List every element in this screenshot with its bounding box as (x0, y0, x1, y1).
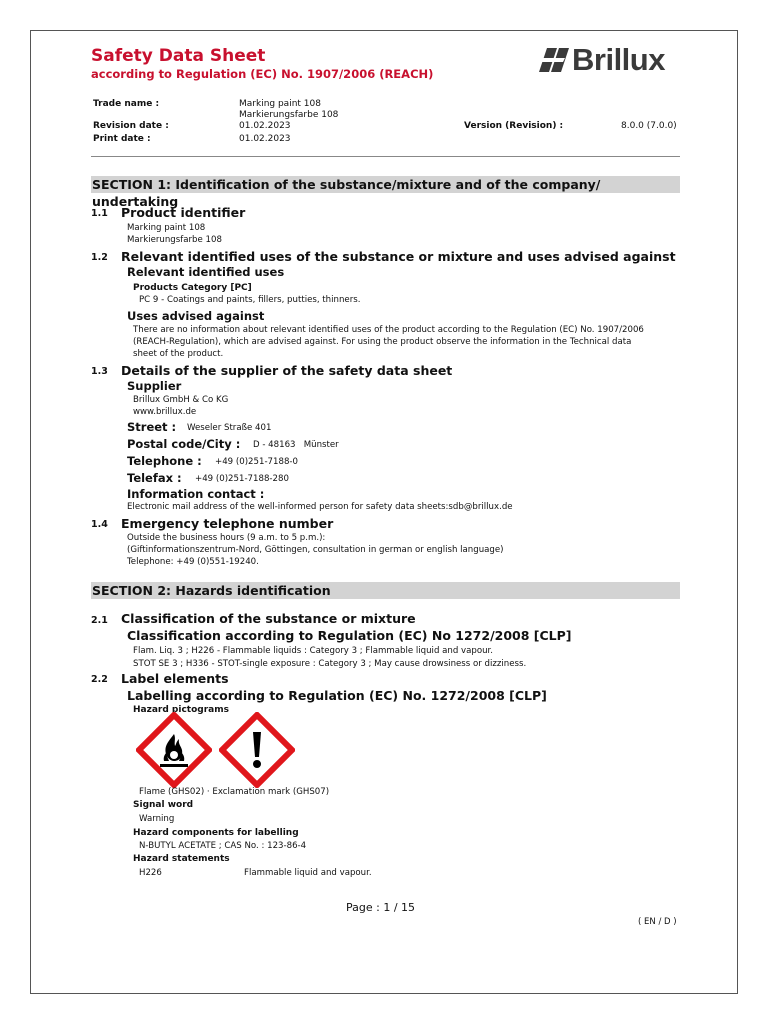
emergency-line-2: (Giftinformationszentrum-Nord, Göttingen, consultation in german or english language) (127, 545, 504, 555)
relevant-uses-title: Relevant identified uses (127, 265, 285, 279)
revision-date-value: 01.02.2023 (239, 121, 291, 131)
products-category-label: Products Category [PC] (133, 283, 252, 293)
classification-line-2: STOT SE 3 ; H336 - STOT-single exposure : Category 3 ; May cause drowsiness or dizziness. (133, 659, 527, 669)
signal-word-label: Signal word (133, 800, 194, 810)
s1-2-number: 1.2 (91, 252, 108, 263)
products-category-text: PC 9 - Coatings and paints, fillers, putties, thinners. (139, 295, 361, 305)
s1-2-title: Relevant identified uses of the substance or mixture and uses advised against (121, 249, 676, 264)
section-1-bar (91, 176, 680, 209)
section-1-title: SECTION 1: Identification of the substance/mixture and of the company/ undertaking (92, 177, 601, 209)
trade-name-value-2: Markierungsfarbe 108 (239, 110, 339, 120)
s2-1-title: Classification of the substance or mixture (121, 611, 416, 626)
s1-1-title: Product identifier (121, 205, 246, 220)
uses-advised-against-title: Uses advised against (127, 309, 265, 323)
s2-2-number: 2.2 (91, 674, 108, 685)
emergency-line-3: Telephone: +49 (0)551-19240. (127, 557, 259, 567)
hazard-statement-text: Flammable liquid and vapour. (244, 868, 372, 878)
s2-1-number: 2.1 (91, 615, 108, 626)
supplier-line-1: Brillux GmbH & Co KG (133, 395, 229, 405)
supplier-title: Supplier (127, 379, 182, 393)
signal-word-value: Warning (139, 814, 175, 824)
s1-4-number: 1.4 (91, 519, 108, 530)
hazard-components-label: Hazard components for labelling (133, 828, 299, 838)
trade-name-value-1: Marking paint 108 (239, 99, 321, 109)
s1-1-number: 1.1 (91, 208, 108, 219)
document-subtitle: according to Regulation (EC) No. 1907/2006 (REACH) (91, 67, 434, 81)
advised-against-line-2: (REACH-Regulation), which are advised against. For using the product observe the information in the Technical data (133, 337, 632, 347)
hazard-components-value: N-BUTYL ACETATE ; CAS No. : 123-86-4 (139, 841, 307, 851)
advised-against-line-1: There are no information about relevant identified uses of the product according to the Regulation (EC) No. 1907/2006 (133, 325, 644, 335)
hazard-statements-label: Hazard statements (133, 854, 230, 864)
telephone-value: +49 (0)251-7188-0 (215, 457, 298, 467)
s1-3-title: Details of the supplier of the safety data sheet (121, 363, 453, 378)
print-date-label: Print date : (93, 134, 151, 144)
flame-icon (136, 712, 212, 788)
hazard-pictograms-label: Hazard pictograms (133, 705, 229, 715)
labelling-clp-title: Labelling according to Regulation (EC) No. 1272/2008 [CLP] (127, 688, 547, 703)
exclamation-mark-icon (219, 712, 295, 788)
supplier-line-2: www.brillux.de (133, 407, 197, 417)
emergency-line-1: Outside the business hours (9 a.m. to 5 p.m.): (127, 533, 326, 543)
pictogram-caption: Flame (GHS02) · Exclamation mark (GHS07) (139, 787, 330, 797)
postal-city-value: D - 48163 Münster (253, 440, 339, 450)
revision-date-label: Revision date : (93, 121, 169, 131)
advised-against-line-3: sheet of the product. (133, 349, 224, 359)
information-contact-label: Information contact : (127, 487, 265, 501)
postal-city-label: Postal code/City : (127, 437, 241, 451)
classification-clp-title: Classification according to Regulation (EC) No 1272/2008 [CLP] (127, 628, 572, 643)
s1-4-title: Emergency telephone number (121, 516, 334, 531)
section-2-title: SECTION 2: Hazards identification (92, 583, 331, 598)
brillux-logo-icon (539, 46, 569, 74)
section-2-bar (91, 582, 680, 599)
hazard-statement-code: H226 (139, 868, 162, 878)
document-title: Safety Data Sheet (91, 46, 266, 66)
version-label: Version (Revision) : (464, 121, 564, 131)
street-label: Street : (127, 420, 177, 434)
s1-1-line-2: Markierungsfarbe 108 (127, 235, 222, 245)
trade-name-label: Trade name : (93, 99, 160, 109)
telephone-label: Telephone : (127, 454, 202, 468)
header-divider (91, 156, 680, 157)
s1-3-number: 1.3 (91, 366, 108, 377)
street-value: Weseler Straße 401 (187, 423, 272, 433)
telefax-value: +49 (0)251-7188-280 (195, 474, 289, 484)
brillux-logo-text: Brillux (572, 42, 665, 77)
version-value: 8.0.0 (7.0.0) (621, 121, 677, 131)
s1-1-line-1: Marking paint 108 (127, 223, 206, 233)
classification-line-1: Flam. Liq. 3 ; H226 - Flammable liquids : Category 3 ; Flammable liquid and vapour. (133, 646, 494, 656)
information-contact-text: Electronic mail address of the well-informed person for safety data sheets:sdb@brillux.de (127, 502, 513, 512)
s2-2-title: Label elements (121, 671, 229, 686)
page-number: Page : 1 / 15 (346, 901, 416, 914)
brillux-logo (539, 44, 665, 75)
print-date-value: 01.02.2023 (239, 134, 291, 144)
telefax-label: Telefax : (127, 471, 182, 485)
language-code: ( EN / D ) (638, 917, 677, 927)
